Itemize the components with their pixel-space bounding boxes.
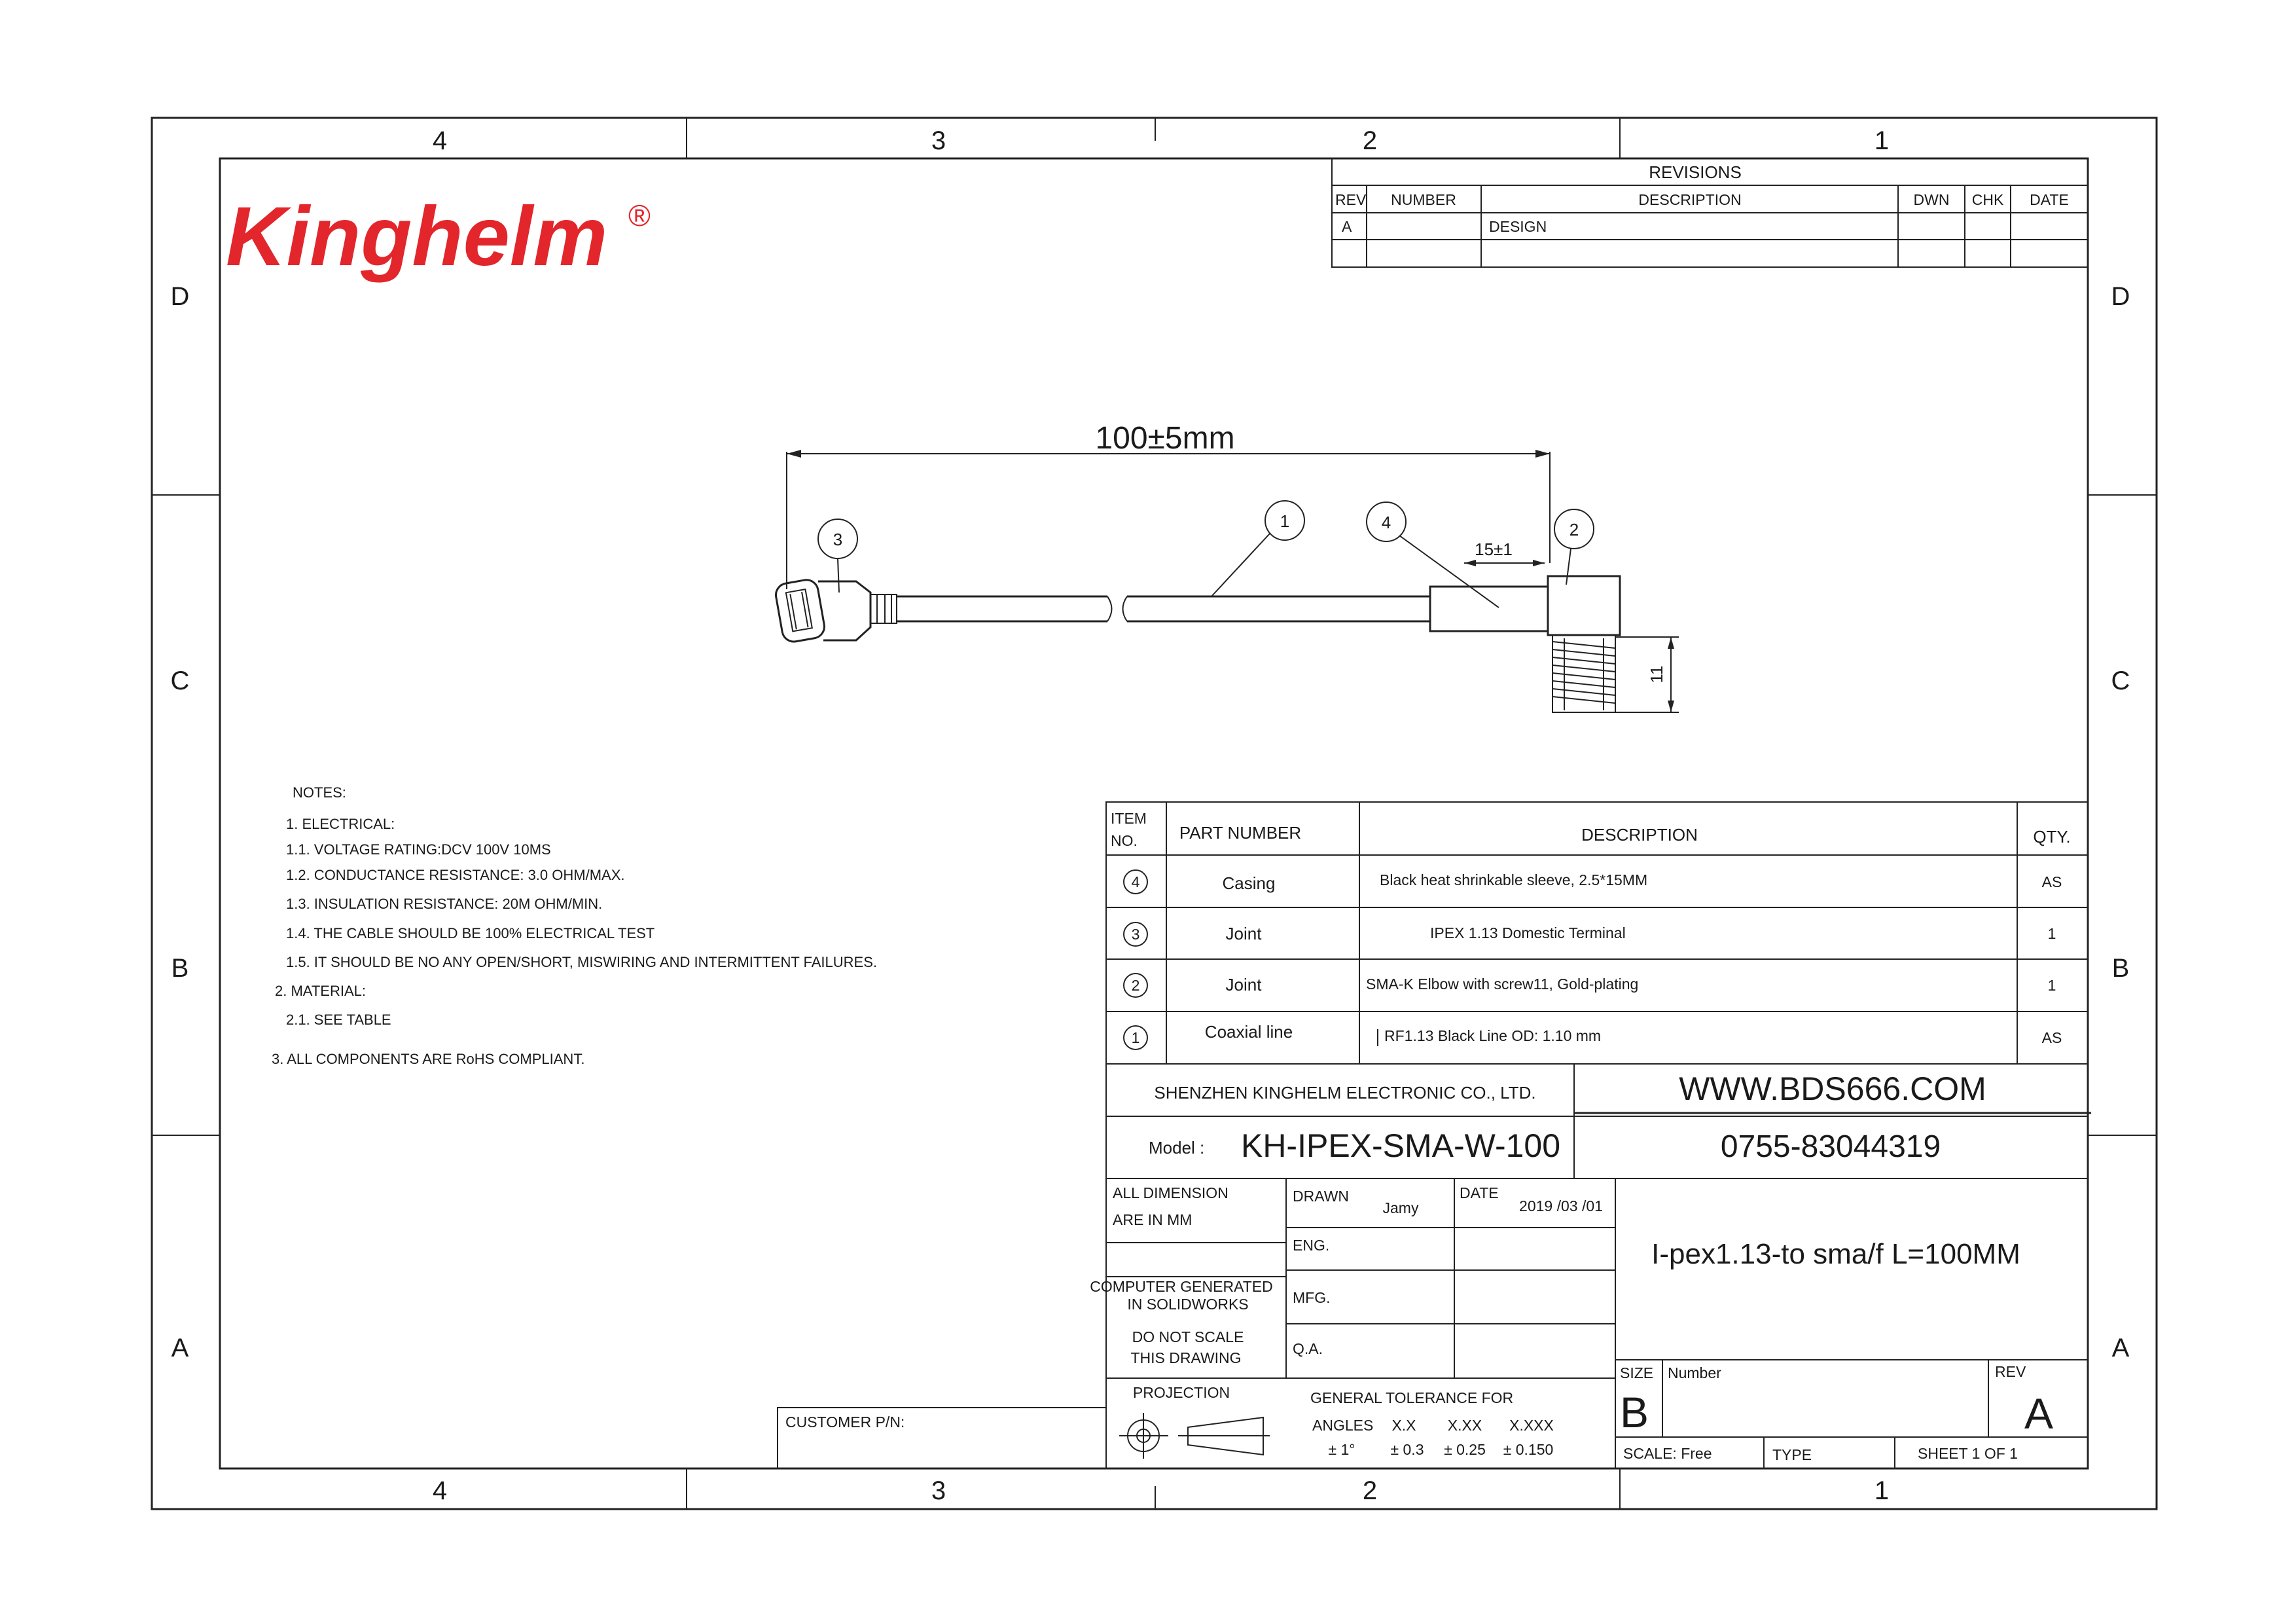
zone-col-top-4: 4 [432, 126, 448, 155]
svg-text:2: 2 [1131, 977, 1140, 994]
tolerance-value-xxxx: ± 0.150 [1503, 1441, 1554, 1458]
svg-text:AS: AS [2041, 873, 2062, 890]
svg-text:RF1.13 Black Line OD: 1.10 mm: RF1.13 Black Line OD: 1.10 mm [1384, 1027, 1602, 1044]
svg-text:4: 4 [1381, 513, 1391, 532]
type-label: TYPE [1772, 1446, 1812, 1463]
zone-row-right-c: C [2111, 666, 2130, 695]
zone-col-bottom-1: 1 [1874, 1476, 1890, 1505]
notes-block [272, 784, 877, 1067]
svg-text:Joint: Joint [1225, 924, 1262, 943]
eng-label: ENG. [1293, 1237, 1330, 1254]
company-website: WWW.BDS666.COM [1679, 1070, 1986, 1107]
rev-row-description: DESIGN [1489, 218, 1547, 235]
zone-row-left-b: B [171, 954, 189, 983]
tolerance-header-xxxx: X.XXX [1509, 1417, 1554, 1434]
customer-pn-label: CUSTOMER P/N: [785, 1413, 905, 1431]
donot-scale-line2: THIS DRAWING [1130, 1349, 1242, 1366]
svg-text:Casing: Casing [1222, 873, 1276, 893]
note-line-3: 1.2. CONDUCTANCE RESISTANCE: 3.0 OHM/MAX. [286, 867, 625, 883]
computer-generated-line1: COMPUTER GENERATED [1090, 1278, 1273, 1295]
all-dimension-line2: ARE IN MM [1113, 1211, 1193, 1228]
svg-text:Black heat shrinkable sleeve,: Black heat shrinkable sleeve, 2.5*15MM [1380, 871, 1648, 888]
bom-row-1 [1124, 1022, 2062, 1049]
drawn-label: DRAWN [1293, 1188, 1350, 1205]
rev-value: A [2024, 1389, 2054, 1438]
coaxial-cable [897, 596, 1430, 621]
tolerance-value-angles: ± 1° [1328, 1441, 1355, 1458]
rev-label: REV [1995, 1363, 2026, 1380]
size-value: B [1619, 1388, 1649, 1436]
donot-scale-line1: DO NOT SCALE [1132, 1328, 1244, 1345]
title-block [1090, 1064, 2091, 1468]
svg-text:2: 2 [1569, 520, 1579, 539]
zone-col-top-3: 3 [931, 126, 946, 155]
note-line-4: 1.3. INSULATION RESISTANCE: 20M OHM/MIN. [286, 896, 603, 912]
company-phone: 0755-83044319 [1720, 1129, 1941, 1164]
rev-header-chk: CHK [1971, 191, 2004, 208]
bom-header-part: PART NUMBER [1179, 823, 1302, 843]
revisions-table [1332, 158, 2088, 267]
tolerance-value-xx: ± 0.3 [1390, 1441, 1424, 1458]
tolerance-title: GENERAL TOLERANCE FOR [1310, 1389, 1514, 1406]
size-label: SIZE [1620, 1364, 1654, 1381]
zone-col-bottom-2: 2 [1362, 1476, 1378, 1505]
rev-header-dwn: DWN [1913, 191, 1950, 208]
zone-col-top-1: 1 [1874, 126, 1890, 155]
svg-text:SMA-K Elbow with screw11, Gold: SMA-K Elbow with screw11, Gold-plating [1366, 976, 1639, 993]
dimension-overall-length: 100±5mm [1095, 421, 1235, 456]
logo-brand-text: Kinghelm [226, 190, 608, 283]
note-line-6: 1.5. IT SHOULD BE NO ANY OPEN/SHORT, MISWIRING AND INTERMITTENT FAILURES. [286, 954, 877, 970]
zone-row-left-d: D [170, 282, 190, 311]
svg-text:Coaxial line: Coaxial line [1204, 1022, 1293, 1042]
dimension-sleeve-length: 15±1 [1475, 539, 1513, 559]
number-label: Number [1668, 1364, 1721, 1381]
bom-row-4 [1124, 870, 2062, 894]
notes-heading: NOTES: [293, 784, 346, 801]
bom-header-item-line1: ITEM [1111, 810, 1147, 827]
rev-header-number: NUMBER [1391, 191, 1456, 208]
date-label: DATE [1460, 1184, 1499, 1201]
svg-text:1: 1 [1131, 1029, 1140, 1046]
dimension-connector-length: 11 [1647, 665, 1666, 684]
zone-row-right-a: A [2111, 1334, 2130, 1362]
note-line-2: 1.1. VOLTAGE RATING:DCV 100V 10MS [286, 841, 551, 858]
zone-row-left-a: A [171, 1334, 189, 1362]
zone-col-bottom-3: 3 [931, 1476, 946, 1505]
note-line-8: 2.1. SEE TABLE [286, 1012, 391, 1028]
zone-row-right-d: D [2111, 282, 2130, 311]
scale-value: SCALE: Free [1623, 1445, 1712, 1462]
bom-table [1106, 802, 2088, 1064]
projection-label: PROJECTION [1132, 1384, 1230, 1401]
computer-generated-line2: IN SOLIDWORKS [1127, 1296, 1249, 1313]
zone-row-left-c: C [170, 666, 190, 695]
bom-header-item-line2: NO. [1111, 832, 1138, 849]
svg-text:AS: AS [2041, 1029, 2062, 1046]
rev-header-date: DATE [2030, 191, 2069, 208]
svg-text:1: 1 [2047, 977, 2056, 994]
zone-row-right-b: B [2111, 954, 2130, 983]
bom-header-description: DESCRIPTION [1581, 825, 1698, 845]
customer-pn-box [778, 1408, 1106, 1468]
bom-row-3 [1124, 922, 2056, 946]
tolerance-header-xx: X.X [1391, 1417, 1416, 1434]
drawn-by: Jamy [1382, 1199, 1419, 1216]
inner-frame [220, 158, 2088, 1468]
zone-col-top-2: 2 [1362, 126, 1378, 155]
cable-assembly-drawing [774, 421, 1679, 712]
model-label: Model : [1149, 1138, 1205, 1158]
note-line-7: 2. MATERIAL: [275, 983, 366, 999]
tolerance-header-angles: ANGLES [1312, 1417, 1374, 1434]
svg-text:1: 1 [1280, 511, 1290, 531]
sma-connector [1548, 576, 1620, 712]
mfg-label: MFG. [1293, 1289, 1331, 1306]
svg-text:3: 3 [1131, 926, 1140, 943]
svg-text:IPEX 1.13 Domestic Terminal: IPEX 1.13 Domestic Terminal [1430, 924, 1626, 941]
note-line-9: 3. ALL COMPONENTS ARE RoHS COMPLIANT. [272, 1051, 585, 1067]
note-line-5: 1.4. THE CABLE SHOULD BE 100% ELECTRICAL TEST [286, 925, 655, 941]
svg-text:Joint: Joint [1225, 975, 1262, 994]
model-number: KH-IPEX-SMA-W-100 [1240, 1127, 1561, 1164]
svg-text:3: 3 [833, 530, 843, 549]
all-dimension-line1: ALL DIMENSION [1113, 1184, 1229, 1201]
rev-row-rev: A [1342, 218, 1352, 235]
qa-label: Q.A. [1293, 1340, 1323, 1357]
sheet-count: SHEET 1 OF 1 [1918, 1445, 2018, 1462]
balloon-1 [1211, 501, 1304, 597]
zone-col-bottom-4: 4 [432, 1476, 448, 1505]
svg-text:4: 4 [1131, 873, 1140, 890]
projection-symbol-icon [1119, 1413, 1270, 1459]
ipex-connector [774, 578, 897, 644]
svg-text:1: 1 [2047, 925, 2056, 942]
tolerance-header-xxx: X.XX [1447, 1417, 1482, 1434]
rev-header-description: DESCRIPTION [1638, 191, 1742, 208]
revisions-title: REVISIONS [1649, 162, 1742, 182]
rev-header-rev: REV [1335, 191, 1367, 208]
company-name: SHENZHEN KINGHELM ELECTRONIC CO., LTD. [1154, 1083, 1536, 1103]
kinghelm-logo [226, 190, 651, 283]
bom-row-2 [1124, 974, 2056, 997]
balloon-2 [1554, 509, 1594, 585]
bom-header-qty: QTY. [2033, 827, 2071, 847]
tolerance-value-xxx: ± 0.25 [1444, 1441, 1486, 1458]
note-line-1: 1. ELECTRICAL: [286, 816, 395, 832]
drawing-title: I-pex1.13-to sma/f L=100MM [1651, 1238, 2020, 1270]
logo-registered-mark: ® [628, 198, 651, 232]
heat-shrink-sleeve [1430, 587, 1548, 631]
drawing-date: 2019 /03 /01 [1519, 1197, 1603, 1214]
